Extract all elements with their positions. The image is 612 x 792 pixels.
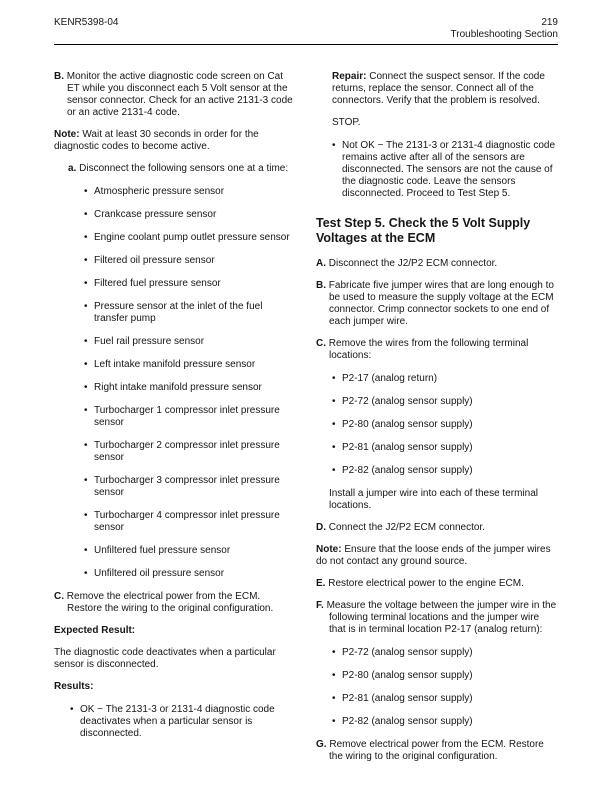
item-text: Pressure sensor at the inlet of the fuel transfer pump (94, 301, 263, 324)
item-text: Fabricate five jumper wires that are long enough to be used to measure the supply voltage at the ECM connector. Crimp connector sockets to one end of each jumper wire. (328, 280, 554, 327)
bullet-item (84, 568, 296, 580)
item-text: P2-72 (analog sensor supply) (342, 396, 473, 407)
item-text: Atmospheric pressure sensor (94, 186, 225, 197)
item-label: A. (316, 258, 326, 269)
bullet-item (332, 647, 558, 659)
bullet-item (84, 336, 296, 348)
step-item (54, 591, 296, 615)
doc-number: KENR5398-04 (54, 17, 119, 28)
item-text: P2-82 (analog sensor supply) (342, 716, 473, 727)
item-label: G. (316, 739, 327, 750)
item-text: Filtered oil pressure sensor (94, 255, 215, 266)
bullet-icon: • (84, 255, 88, 266)
bullet-item (84, 301, 296, 325)
item-text: Measure the voltage between the jumper wire in the following terminal locations and the jumper wire that is in terminal location P2-17 (analog return): (326, 600, 557, 635)
item-text: Expected Result: (54, 625, 136, 636)
step-item (54, 71, 296, 119)
item-label: D. (316, 522, 326, 533)
bullet-item (332, 419, 558, 431)
paragraph (329, 488, 558, 512)
item-text: STOP. (332, 117, 361, 128)
item-text: Monitor the active diagnostic code screen on Cat ET while you disconnect each 5 Volt sensor at the sensor connector. Check for an active 2131-3 code or an active 2131-4 code. (66, 71, 293, 118)
item-text: Unfiltered fuel pressure sensor (94, 545, 231, 556)
bullet-item (84, 440, 296, 464)
item-text: Unfiltered oil pressure sensor (94, 568, 225, 579)
page-header (0, 0, 612, 41)
content-area (0, 45, 612, 773)
bullet-icon: • (332, 465, 336, 476)
item-text: P2-82 (analog sensor supply) (342, 465, 473, 476)
step-item (316, 338, 558, 362)
step-item (316, 258, 558, 270)
item-text: Disconnect the following sensors one at a time: (79, 163, 289, 174)
bullet-item (84, 510, 296, 534)
bullet-item (332, 442, 558, 454)
result-label (54, 625, 296, 637)
bullet-icon: • (84, 568, 88, 579)
bullet-icon: • (332, 647, 336, 658)
result-label (54, 681, 296, 693)
bullet-icon: • (84, 359, 88, 370)
item-text: Engine coolant pump outlet pressure sensor (94, 232, 290, 243)
substep-item (68, 163, 296, 175)
bullet-icon: • (332, 419, 336, 430)
bullet-item (332, 373, 558, 385)
bullet-item (84, 209, 296, 221)
item-label: F. (316, 600, 324, 611)
item-text: P2-17 (analog return) (342, 373, 438, 384)
column-right (316, 71, 558, 773)
item-text: P2-81 (analog sensor supply) (342, 693, 473, 704)
bullet-icon: • (332, 716, 336, 727)
bullet-item (332, 465, 558, 477)
bullet-icon: • (332, 140, 336, 151)
item-label: C. (316, 338, 326, 349)
bullet-item (332, 693, 558, 705)
item-text: Turbocharger 1 compressor inlet pressure sensor (94, 405, 280, 428)
item-text: Remove the electrical power from the ECM. Restore the wiring to the original configuration. (66, 591, 274, 614)
item-label: C. (54, 591, 64, 602)
bullet-item (70, 704, 296, 740)
item-text: Turbocharger 2 compressor inlet pressure sensor (94, 440, 280, 463)
bullet-icon: • (84, 545, 88, 556)
item-label: Note: (54, 129, 80, 140)
item-text: Right intake manifold pressure sensor (94, 382, 262, 393)
item-text: Results: (54, 681, 94, 692)
item-label: E. (316, 578, 326, 589)
bullet-item (84, 278, 296, 290)
item-text: Filtered fuel pressure sensor (94, 278, 221, 289)
bullet-item (84, 382, 296, 394)
item-text: The diagnostic code deactivates when a particular sensor is disconnected. (54, 647, 276, 670)
item-text: Connect the J2/P2 ECM connector. (328, 522, 485, 533)
item-text: Test Step 5. Check the 5 Volt Supply Voltages at the ECM (316, 216, 531, 245)
step-item (316, 280, 558, 328)
section-title: Troubleshooting Section (450, 29, 558, 40)
bullet-item (84, 255, 296, 267)
bullet-icon: • (84, 232, 88, 243)
bullet-icon: • (332, 670, 336, 681)
bullet-item (84, 545, 296, 557)
paragraph (332, 117, 558, 129)
bullet-item (332, 140, 558, 200)
item-text: Wait at least 30 seconds in order for the diagnostic codes to become active. (54, 129, 259, 152)
item-text: Turbocharger 4 compressor inlet pressure sensor (94, 510, 280, 533)
bullet-icon: • (84, 510, 88, 521)
bullet-icon: • (332, 693, 336, 704)
note-paragraph (316, 544, 558, 568)
bullet-icon: • (332, 442, 336, 453)
item-label: Note: (316, 544, 342, 555)
item-label: B. (316, 280, 326, 291)
step-item (316, 600, 558, 636)
item-text: Remove electrical power from the ECM. Restore the wiring to the original configuration. (329, 739, 544, 762)
bullet-icon: • (332, 373, 336, 384)
item-text: Turbocharger 3 compressor inlet pressure sensor (94, 475, 280, 498)
step-item (316, 522, 558, 534)
item-text: OK − The 2131-3 or 2131-4 diagnostic code deactivates when a particular sensor is disconnected. (80, 704, 275, 739)
item-text: P2-80 (analog sensor supply) (342, 419, 473, 430)
section-heading (316, 216, 558, 246)
item-label: B. (54, 71, 64, 82)
note-paragraph (54, 129, 296, 153)
header-right (451, 17, 558, 41)
bullet-icon: • (84, 301, 88, 312)
bullet-icon: • (332, 396, 336, 407)
item-text: Ensure that the loose ends of the jumper wires do not contact any ground source. (316, 544, 551, 567)
bullet-icon: • (84, 186, 88, 197)
item-label: Repair: (332, 71, 367, 82)
item-text: P2-81 (analog sensor supply) (342, 442, 473, 453)
bullet-item (332, 396, 558, 408)
bullet-icon: • (70, 704, 74, 715)
bullet-item (332, 716, 558, 728)
step-item (316, 578, 558, 590)
bullet-item (84, 359, 296, 371)
column-left (54, 71, 296, 773)
bullet-icon: • (84, 382, 88, 393)
item-text: Remove the wires from the following terminal locations: (328, 338, 529, 361)
bullet-icon: • (84, 336, 88, 347)
bullet-icon: • (84, 405, 88, 416)
bullet-item (84, 186, 296, 198)
bullet-item (84, 475, 296, 499)
bullet-icon: • (84, 475, 88, 486)
bullet-item (84, 232, 296, 244)
bullet-icon: • (84, 440, 88, 451)
item-text: Fuel rail pressure sensor (94, 336, 205, 347)
item-text: P2-80 (analog sensor supply) (342, 670, 473, 681)
item-text: Not OK − The 2131-3 or 2131-4 diagnostic code remains active after all of the sensors are disconnected. The sensors are not the cause of the diagnostic code. Leave the sensors disconnected. Proceed to Test Step 5. (342, 140, 556, 199)
repair-paragraph (332, 71, 558, 107)
item-label: a. (68, 163, 77, 174)
item-text: Install a jumper wire into each of these terminal locations. (329, 488, 538, 511)
bullet-icon: • (84, 278, 88, 289)
paragraph (54, 647, 296, 671)
item-text: Restore electrical power to the engine ECM. (328, 578, 524, 589)
bullet-item (84, 405, 296, 429)
item-text: Left intake manifold pressure sensor (94, 359, 256, 370)
item-text: Crankcase pressure sensor (94, 209, 217, 220)
step-item (316, 739, 558, 763)
bullet-item (332, 670, 558, 682)
item-text: Disconnect the J2/P2 ECM connector. (328, 258, 498, 269)
item-text: P2-72 (analog sensor supply) (342, 647, 473, 658)
item-text: Connect the suspect sensor. If the code returns, replace the sensor. Connect all of the connectors. Verify that the problem is resolved. (332, 71, 545, 106)
page-number: 219 (541, 17, 558, 28)
bullet-icon: • (84, 209, 88, 220)
